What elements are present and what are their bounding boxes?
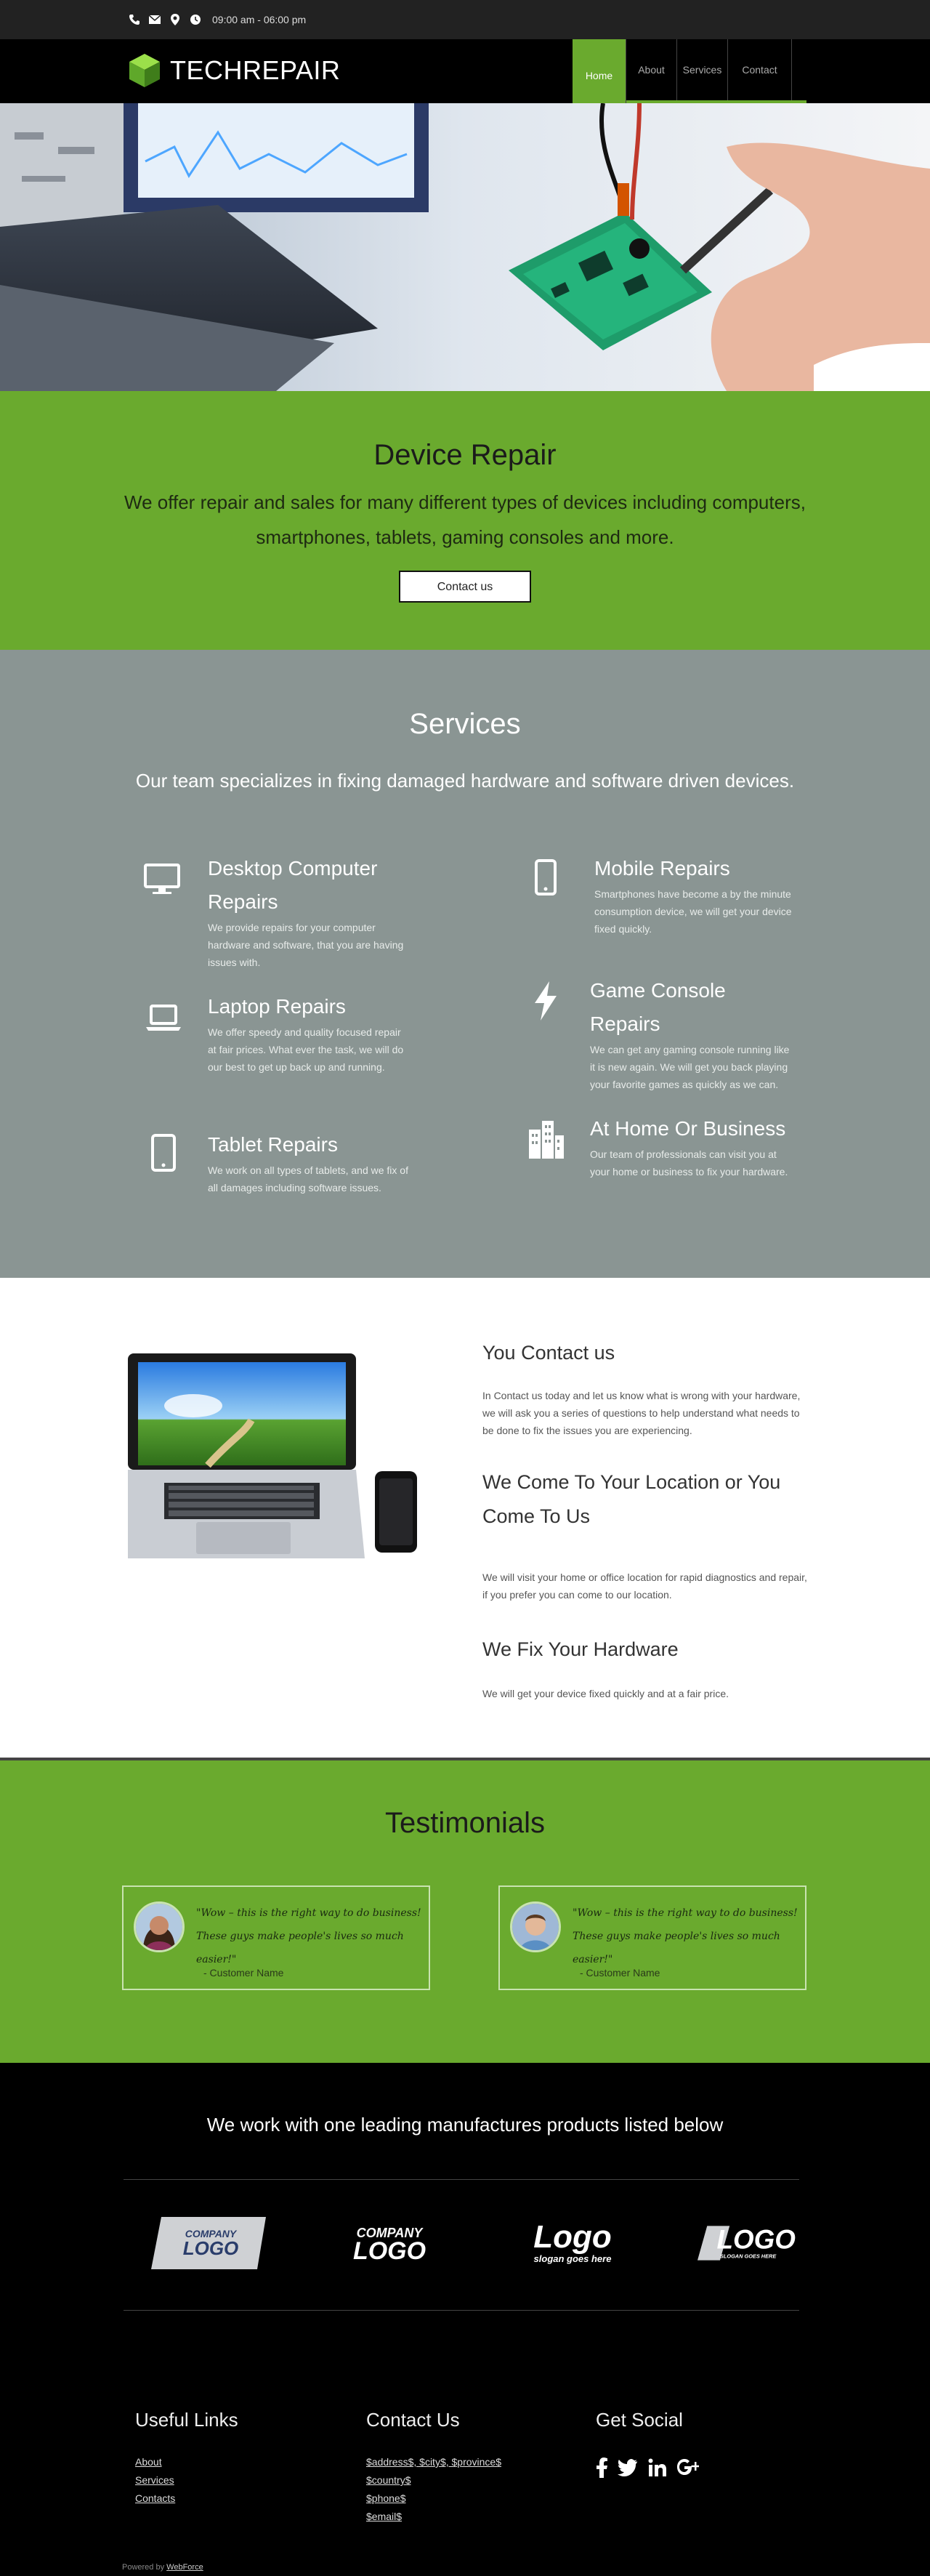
get-social-title: Get Social [596,2409,683,2431]
partner-logo-2-line2: LOGO [352,2237,426,2265]
partner-logo-3 [513,2217,632,2269]
step-fix-title: We Fix Your Hardware [482,1638,679,1660]
footer-email[interactable]: $email$ [366,2511,403,2522]
device-repair-title: Device Repair [373,439,557,471]
avatar [510,1901,561,1952]
service-mobile-title: Mobile Repairs [594,857,730,880]
step-location-text: We will visit your home or office location for rapid diagnostics and repair, if you prefer you can come to our location. [482,1571,807,1601]
testimonial-card [498,1885,806,1990]
footer-link-services[interactable]: Services [135,2474,174,2486]
testimonials-title: Testimonials [384,1807,546,1839]
partners-title: We work with one leading manufactures products listed below [206,2114,724,2136]
testimonial-card [122,1885,430,1990]
footer-address[interactable]: $address$, $city$, $province$ [366,2456,501,2468]
google-plus-icon[interactable] [677,2458,699,2481]
powered-by [122,2563,203,2572]
divider [124,2179,799,2180]
service-home-text: Our team of professionals can visit you at your home or business to fix your hardware. [590,1148,788,1178]
service-laptop [135,990,411,1076]
partner-logo-3-line1: Logo [533,2219,612,2255]
footer-contact [366,2409,501,2526]
service-tablet-text: We work on all types of tablets, and we fix of all damages including software issues. [208,1164,408,1194]
hero-illustration [0,103,930,391]
laptop-and-phone-image [128,1353,418,1586]
webforce-link[interactable]: WebForce [166,2563,203,2572]
service-console-text: We can get any gaming console running like it is new again. We will get you back playing your favorite games as quickly as we can. [590,1044,790,1090]
cube-logo-icon [128,52,161,89]
service-desktop [135,852,411,971]
step-contact-text: In Contact us today and let us know what is wrong with your hardware, we will ask you a series of questions to help understand what needs to be done to fix the issues you are experiencing. [482,1390,801,1436]
service-mobile [522,852,798,938]
contact-us-title: Contact Us [366,2409,460,2431]
service-tablet [135,1128,411,1196]
partner-logo-3-line2: slogan goes here [533,2253,612,2264]
clock-icon [189,13,202,26]
footer-useful-links [135,2409,238,2508]
top-bar [0,0,930,39]
facebook-icon[interactable] [596,2458,607,2482]
footer-link-about[interactable]: About [135,2456,162,2468]
hero-banner-image [0,103,930,391]
step-fix-text: We will get your device fixed quickly and at a fair price. [482,1688,729,1699]
useful-links-title: Useful Links [135,2409,238,2431]
powered-by-label: Powered by [122,2563,167,2572]
partner-logo-4-line1: LOGO [716,2224,796,2255]
brand-name: TECHREPAIR [170,55,341,85]
footer [0,2340,930,2576]
nav-home[interactable]: Home [573,39,626,112]
step-contact-title: You Contact us [482,1342,615,1364]
nav-contact[interactable]: Contact [728,39,792,100]
nav-services[interactable]: Services [677,39,728,100]
step-location-title: We Come To Your Location or You Come To Us [482,1471,781,1527]
services-subtitle: Our team specializes in fixing damaged hardware and software driven devices. [135,770,795,792]
device-repair-text: We offer repair and sales for many different types of devices including computers, smartphones, tablets, gaming consoles and more. [124,491,806,548]
contact-us-button[interactable]: Contact us [399,571,531,603]
partners-section [0,2063,930,2340]
service-home-title: At Home Or Business [590,1117,786,1140]
testimonial-author: - Customer Name [580,1967,660,1979]
device-repair-section [0,391,930,650]
service-laptop-title: Laptop Repairs [208,995,346,1018]
laptop-icon [145,1005,182,1032]
testimonial-author: - Customer Name [203,1967,284,1979]
office-buildings-icon [527,1119,565,1159]
service-mobile-text: Smartphones have become a by the minute consumption device, we will get your device fixed quickly. [594,888,792,935]
partner-logo-1 [151,2217,266,2269]
business-hours: 09:00 am - 06:00 pm [212,14,307,25]
process-section [0,1278,930,1760]
services-title: Services [409,708,521,740]
testimonials-section [0,1760,930,2063]
partner-logo-2-line1: COMPANY [356,2226,423,2240]
service-desktop-title: Desktop Computer Repairs [208,857,378,913]
services-section [0,650,930,1278]
main-menu [573,39,806,103]
map-pin-icon [169,13,182,26]
partner-logo-4-line2: SLOGAN GOES HERE [719,2253,777,2260]
service-desktop-text: We provide repairs for your computer hardware and software, that you are having issues with. [208,922,404,968]
divider [124,2310,799,2311]
partner-logo-1-line2: LOGO [182,2237,239,2259]
brand-logo[interactable] [128,52,340,89]
main-navbar [0,39,930,103]
twitter-icon[interactable] [618,2459,638,2480]
partner-logo-4 [698,2217,799,2269]
footer-social [596,2409,699,2482]
footer-link-contacts[interactable]: Contacts [135,2492,176,2504]
service-home-business [517,1112,793,1180]
testimonial-quote: "Wow – this is the right way to do business! These guys make people's lives so much easier!" [196,1907,421,1965]
testimonial-quote: "Wow – this is the right way to do business! These guys make people's lives so much easier!" [573,1907,798,1965]
tablet-icon [151,1134,176,1172]
desktop-monitor-icon [144,864,180,895]
smartphone-icon [535,859,557,895]
service-tablet-title: Tablet Repairs [208,1133,338,1156]
linkedin-icon[interactable] [648,2458,667,2481]
avatar [134,1901,185,1952]
phone-icon [128,13,141,26]
service-laptop-text: We offer speedy and quality focused repair at fair prices. What ever the task, we will do our best to get up back up and running. [208,1026,404,1073]
service-console [517,974,793,1093]
lightning-bolt-icon [533,981,558,1021]
mail-icon [148,13,161,26]
footer-country[interactable]: $country$ [366,2474,411,2486]
service-console-title: Game Console Repairs [590,979,726,1035]
nav-about[interactable]: About [626,39,677,100]
footer-phone[interactable]: $phone$ [366,2492,406,2504]
partner-logo-2 [339,2217,440,2269]
partner-logo-1-line1: COMPANY [185,2228,237,2239]
